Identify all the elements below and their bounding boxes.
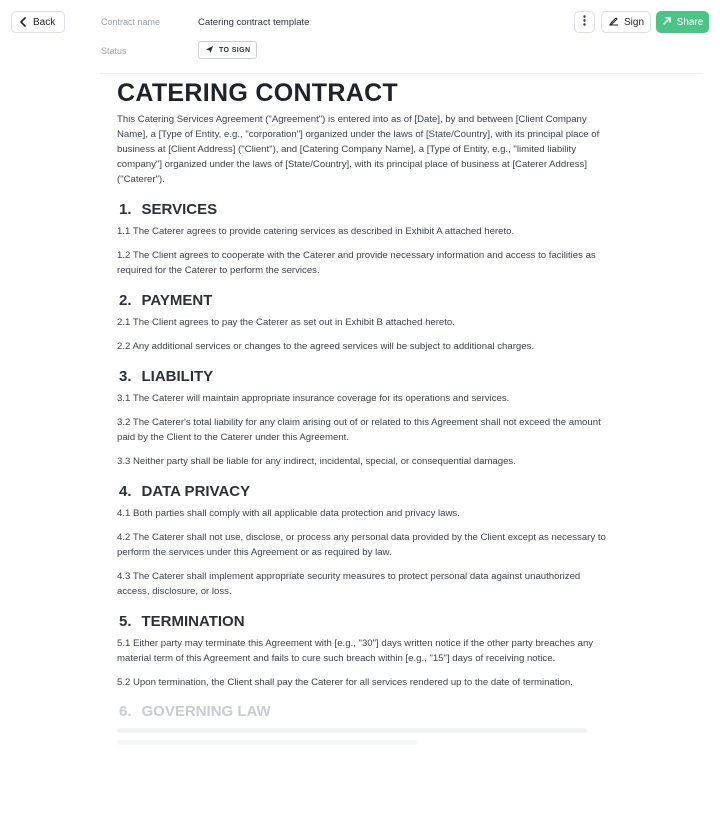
section-title: DATA PRIVACY xyxy=(141,483,251,500)
back-label: Back xyxy=(33,16,56,28)
sign-button[interactable] xyxy=(601,11,651,33)
section-heading xyxy=(119,703,607,721)
clause: 3.2 The Caterer's total liability for any claim arising out of or related to this Agreement shall not exceed the amount paid by the Client to the Caterer under this Agreement. xyxy=(117,417,601,443)
more-options-button[interactable] xyxy=(574,11,595,33)
status-label: Status xyxy=(101,46,127,56)
clause: 1.1 The Caterer agrees to provide catering services as described in Exhibit A attached hereto. xyxy=(117,226,515,237)
status-value: TO SIGN xyxy=(219,46,251,54)
clause: 3.1 The Caterer will maintain appropriate insurance coverage for its operations and services. xyxy=(117,393,510,404)
share-button[interactable] xyxy=(656,11,709,33)
share-label: Share xyxy=(676,16,704,28)
clause: 1.2 The Client agrees to cooperate with the Caterer and provide necessary information and access to facilities as required for the Caterer to perform the services. xyxy=(117,250,596,276)
send-icon xyxy=(205,45,214,56)
section-number: 2. xyxy=(119,292,132,309)
section-title: SERVICES xyxy=(141,201,218,218)
share-icon xyxy=(662,16,672,29)
section-heading xyxy=(119,368,607,386)
back-button[interactable] xyxy=(11,11,65,33)
clause: 2.2 Any additional services or changes to the agreed services will be subject to additional charges. xyxy=(117,341,535,352)
section-title: GOVERNING LAW xyxy=(141,703,271,720)
document-title: CATERING CONTRACT xyxy=(117,79,399,107)
vertical-dots-icon xyxy=(583,13,586,31)
section-heading xyxy=(119,292,607,310)
clause: 4.1 Both parties shall comply with all applicable data protection and privacy laws. xyxy=(117,508,460,519)
clause: 4.3 The Caterer shall implement appropriate security measures to protect personal data against unauthorized access, disclosure, or loss. xyxy=(117,571,581,597)
section-heading xyxy=(119,201,607,219)
clause: 3.3 Neither party shall be liable for any indirect, incidental, special, or consequential damages. xyxy=(117,456,516,467)
fade-overlay xyxy=(0,725,720,819)
section-number: 3. xyxy=(119,368,132,385)
clause: 2.1 The Client agrees to pay the Caterer as set out in Exhibit B attached hereto. xyxy=(117,317,455,328)
section-title: TERMINATION xyxy=(141,613,245,630)
clause: 5.2 Upon termination, the Client shall pay the Caterer for all services rendered up to the date of termination. xyxy=(117,677,573,688)
section-number: 4. xyxy=(119,483,132,500)
header-divider xyxy=(100,73,703,74)
section-number: 1. xyxy=(119,201,132,218)
section-heading xyxy=(119,613,607,631)
contract-document[interactable] xyxy=(117,78,607,745)
section-number: 5. xyxy=(119,613,132,630)
section-title: LIABILITY xyxy=(141,368,214,385)
chevron-left-icon xyxy=(19,17,27,27)
contract-name-label: Contract name xyxy=(101,17,161,27)
signature-icon xyxy=(608,16,619,29)
clause: 4.2 The Caterer shall not use, disclose, or process any personal data provided by the Client except as necessary to perform the services under this Agreement or as required by law. xyxy=(117,532,606,558)
sign-label: Sign xyxy=(623,16,644,28)
section-number: 6. xyxy=(119,703,132,720)
clause: 5.1 Either party may terminate this Agreement with [e.g., "30"] days written notice if the other party breaches any material term of this Agreement and fails to cure such breach within [e.g., "15"] days of receiving notice. xyxy=(117,638,594,664)
section-title: PAYMENT xyxy=(141,292,213,309)
intro-paragraph: This Catering Services Agreement ("Agreement") is entered into as of [Date], by and between [Client Company Name], a [Type of Entity, e.g., "corporation"] organized under the laws of [State/Country], with its principal place of business at [Client Address] ("Client"), and [Catering Company Name], a [Type of Entity, e.g., "limited liability company"] organized under the laws of [State/Country], with its principal place of business at [Caterer Address] ("Caterer"). xyxy=(117,114,600,185)
top-bar xyxy=(0,0,720,74)
status-badge xyxy=(198,41,257,59)
section-heading xyxy=(119,483,607,501)
contract-name-value: Catering contract template xyxy=(198,17,310,28)
